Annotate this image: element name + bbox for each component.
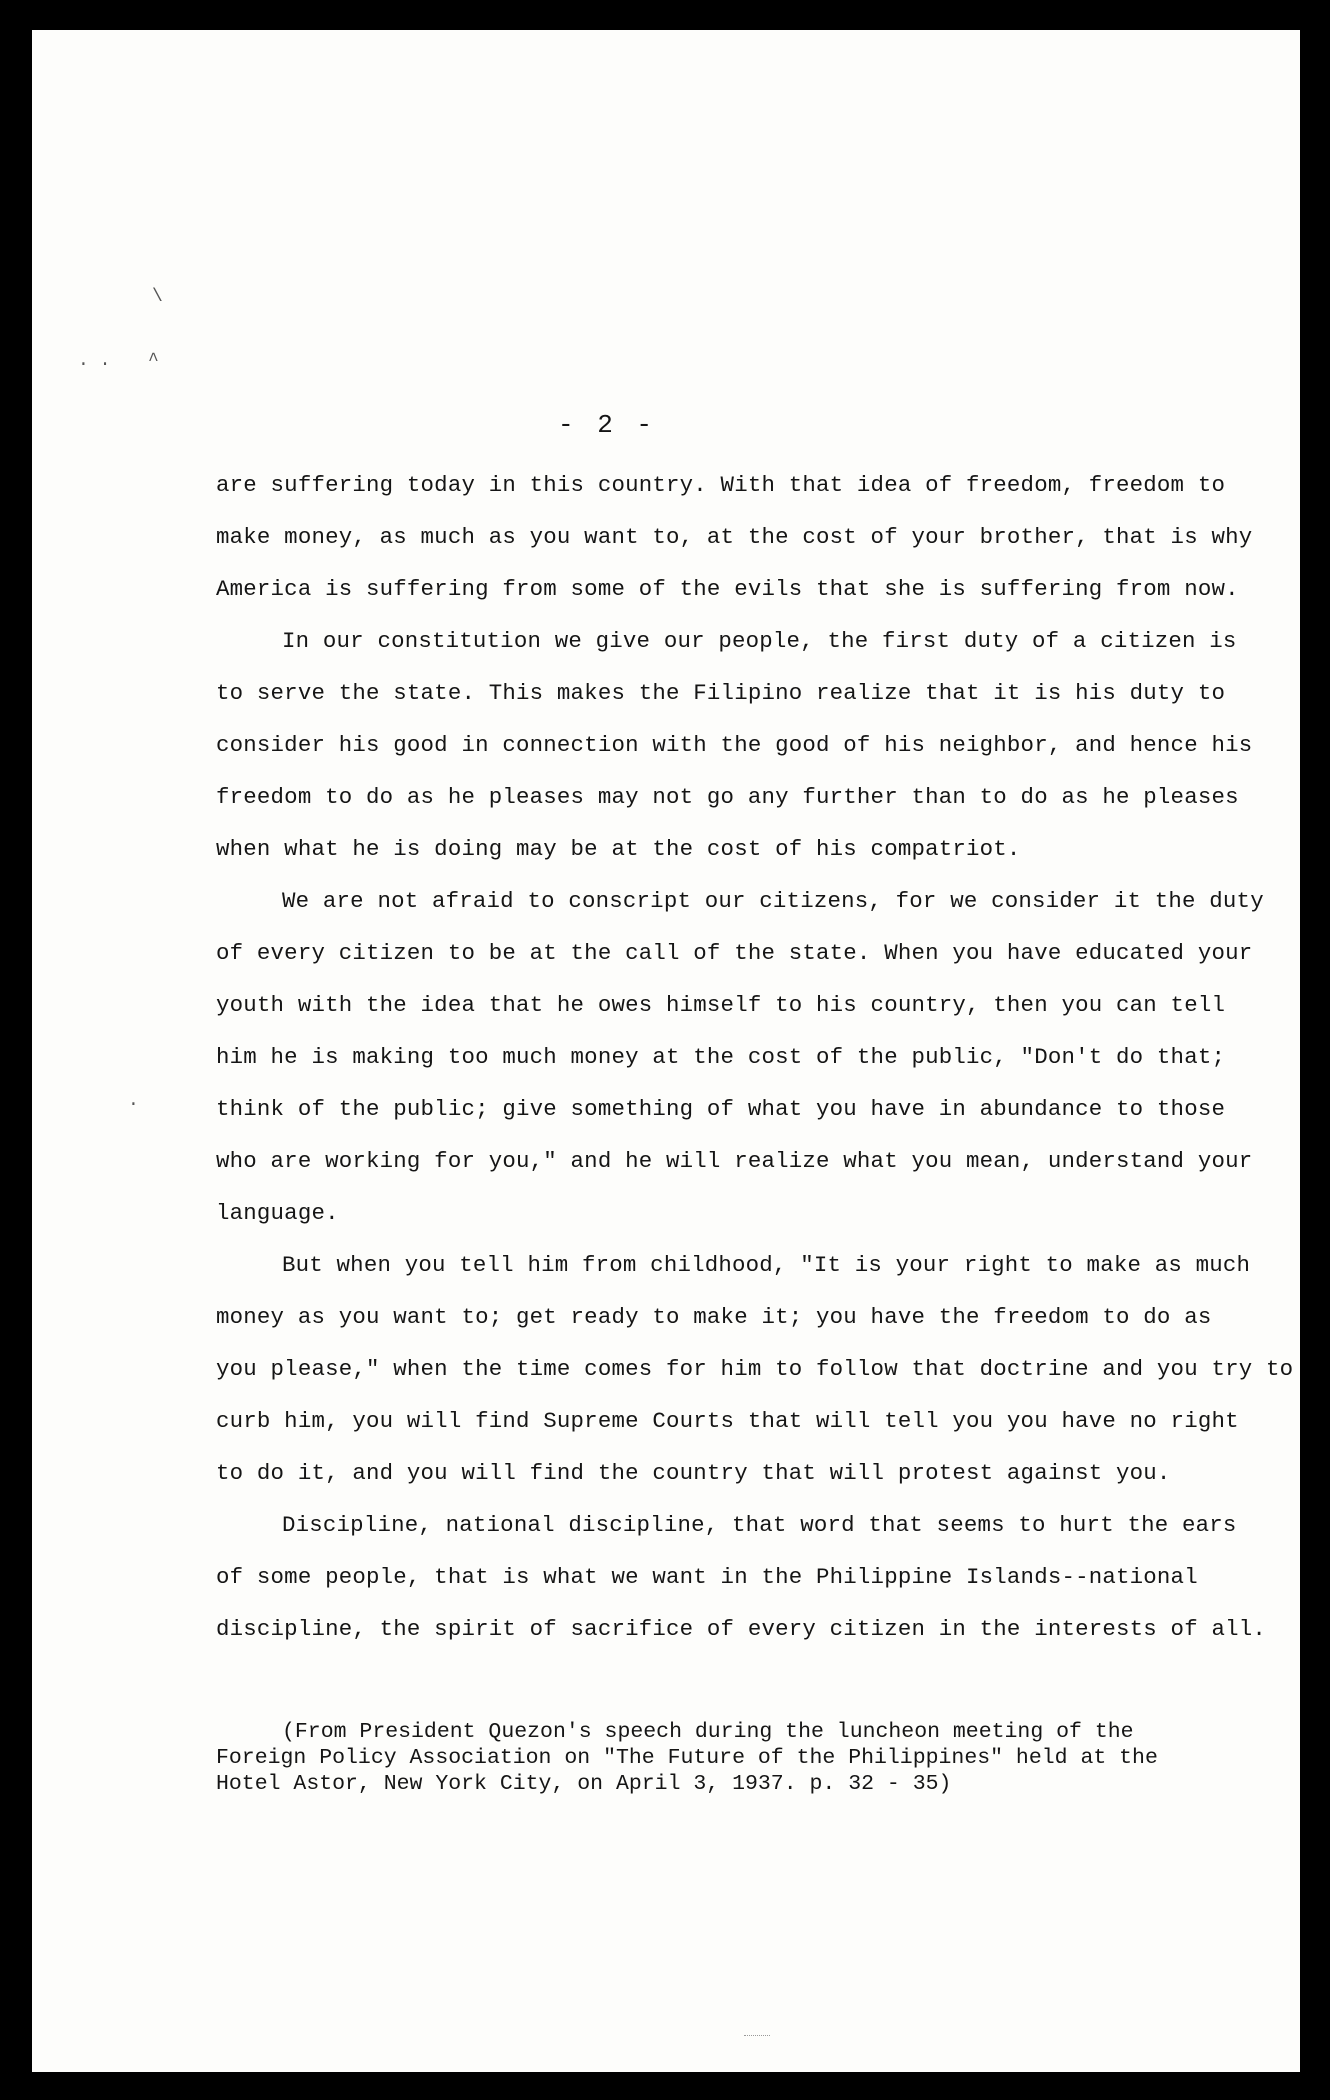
body-text-line: discipline, the spirit of sacrifice of every citizen in the interests of all.: [216, 1616, 1267, 1642]
body-text-line: youth with the idea that he owes himself to his country, then you can tell: [216, 992, 1226, 1018]
body-text-line: make money, as much as you want to, at the cost of your brother, that is why: [216, 524, 1253, 550]
body-text-line: think of the public; give something of what you have in abundance to those: [216, 1096, 1226, 1122]
margin-mark: ·: [128, 1095, 139, 1115]
body-text-line: of every citizen to be at the call of the state. When you have educated your: [216, 940, 1253, 966]
footnote-line: Foreign Policy Association on "The Future of the Philippines" held at the: [216, 1746, 1158, 1770]
paragraph-start-line: But when you tell him from childhood, "It is your right to make as much: [282, 1252, 1251, 1278]
page-number: - 2 -: [557, 410, 656, 440]
body-text-line: who are working for you," and he will realize what you mean, understand your: [216, 1148, 1253, 1174]
body-text-line: America is suffering from some of the evils that she is suffering from now.: [216, 576, 1239, 602]
body-text-line: consider his good in connection with the good of his neighbor, and hence his: [216, 732, 1253, 758]
body-text-line: are suffering today in this country. With that idea of freedom, freedom to: [216, 472, 1226, 498]
body-text-line: of some people, that is what we want in the Philippine Islands--national: [216, 1564, 1198, 1590]
paragraph-start-line: We are not afraid to conscript our citizens, for we consider it the duty: [282, 888, 1264, 914]
document-page: [32, 30, 1300, 2072]
paragraph-start-line: Discipline, national discipline, that word that seems to hurt the ears: [282, 1512, 1237, 1538]
body-text-line: to do it, and you will find the country that will protest against you.: [216, 1460, 1171, 1486]
body-text-line: when what he is doing may be at the cost of his compatriot.: [216, 836, 1021, 862]
margin-mark: \: [152, 287, 163, 307]
margin-mark: ^: [148, 351, 159, 371]
body-text-line: money as you want to; get ready to make it; you have the freedom to do as: [216, 1304, 1212, 1330]
footnote-line: Hotel Astor, New York City, on April 3, 1937. p. 32 - 35): [216, 1772, 952, 1796]
scan-speck: [744, 2035, 770, 2036]
footnote-line: (From President Quezon's speech during the luncheon meeting of the: [282, 1720, 1134, 1744]
paragraph-start-line: In our constitution we give our people, the first duty of a citizen is: [282, 628, 1237, 654]
body-text-line: freedom to do as he pleases may not go any further than to do as he pleases: [216, 784, 1239, 810]
body-text-line: to serve the state. This makes the Filipino realize that it is his duty to: [216, 680, 1226, 706]
scan-border: [1306, 30, 1330, 1990]
margin-mark: . .: [78, 351, 111, 371]
body-text-line: language.: [216, 1200, 339, 1226]
body-text-line: you please," when the time comes for him to follow that doctrine and you try to: [216, 1356, 1294, 1382]
body-text-line: him he is making too much money at the cost of the public, "Don't do that;: [216, 1044, 1226, 1070]
body-text-line: curb him, you will find Supreme Courts that will tell you you have no right: [216, 1408, 1239, 1434]
